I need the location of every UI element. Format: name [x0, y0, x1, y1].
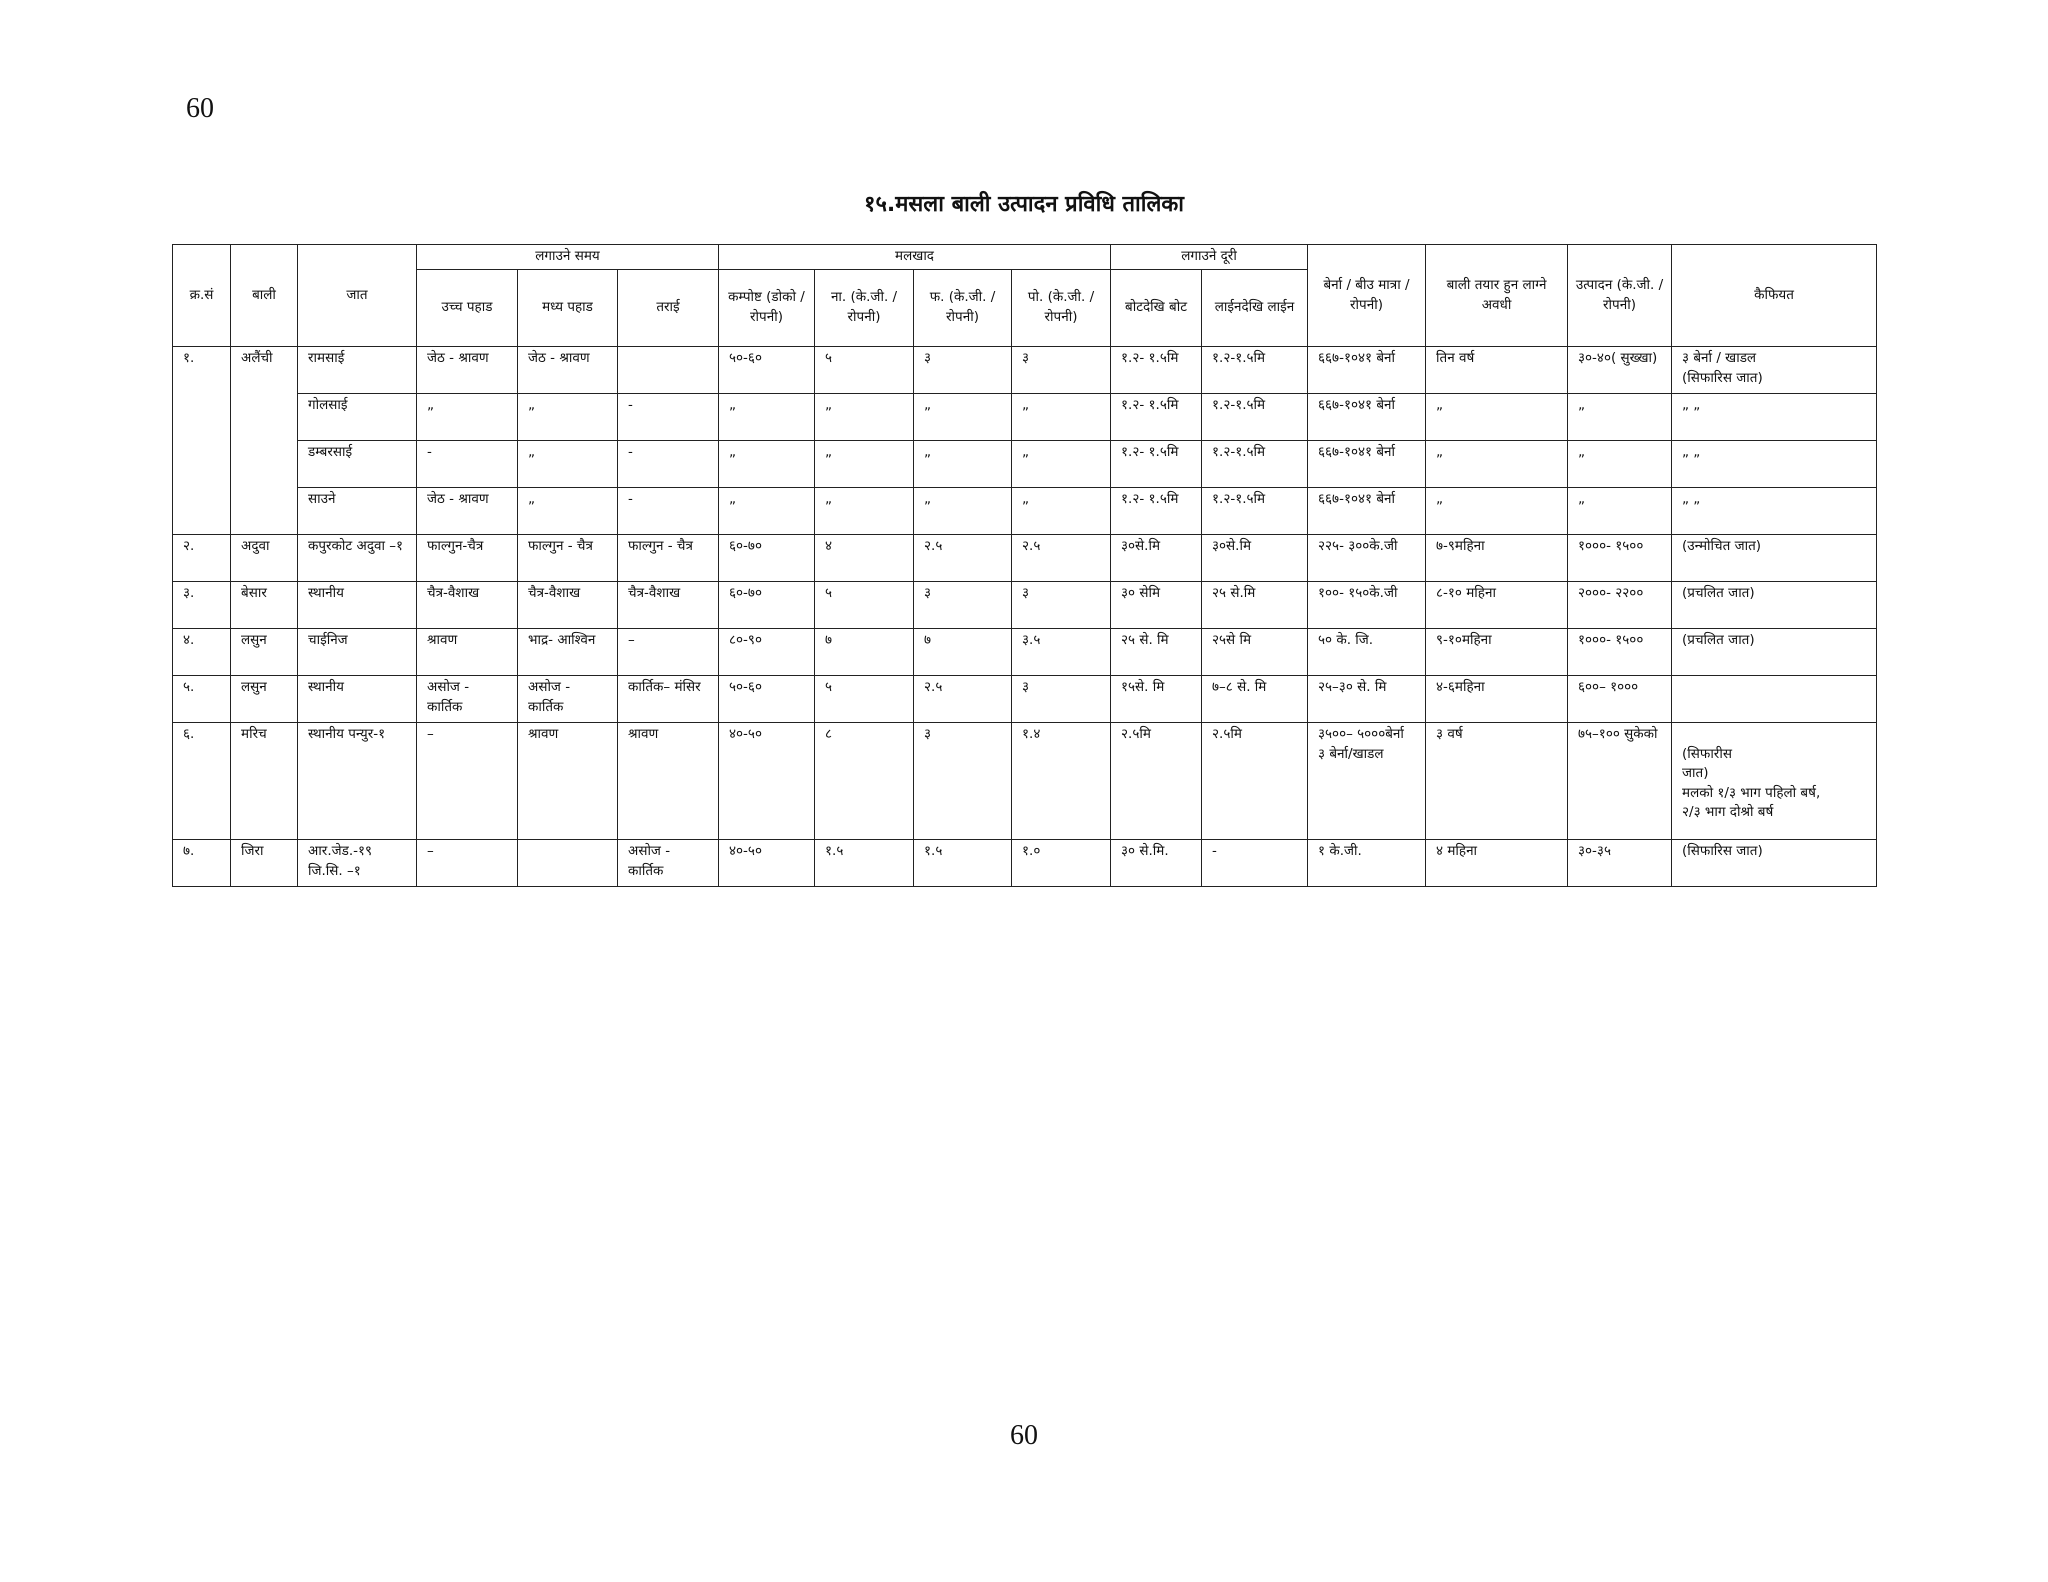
cell-phosphorus: २.५	[914, 535, 1012, 582]
cell-line-to-line: १.२-१.५मि	[1202, 394, 1308, 441]
cell-line-to-line: २५ से.मि	[1202, 582, 1308, 629]
cell-remarks: „ „	[1672, 394, 1877, 441]
cell-mid-hill: चैत्र-वैशाख	[518, 582, 618, 629]
cell-phosphorus: ३	[914, 347, 1012, 394]
spice-crop-table	[172, 244, 1877, 887]
table-row	[173, 535, 1877, 582]
cell-maturity: ९-१०महिना	[1426, 629, 1568, 676]
cell-compost: ५०-६०	[719, 676, 815, 723]
cell-mid-hill: „	[518, 394, 618, 441]
cell-crop: मरिच	[231, 723, 298, 840]
cell-nitrogen: ५	[815, 347, 914, 394]
cell-remarks: (प्रचलित जात)	[1672, 582, 1877, 629]
header-seed-rate: बेर्ना / बीउ मात्रा /रोपनी)	[1308, 245, 1426, 347]
cell-mid-hill: जेठ - श्रावण	[518, 347, 618, 394]
cell-variety: गोलसाई	[298, 394, 417, 441]
cell-terai: असोज - कार्तिक	[618, 840, 719, 887]
cell-terai: –	[618, 629, 719, 676]
cell-remarks: „ „	[1672, 441, 1877, 488]
cell-mid-hill: श्रावण	[518, 723, 618, 840]
cell-terai: श्रावण	[618, 723, 719, 840]
cell-terai	[618, 347, 719, 394]
cell-variety: स्थानीय	[298, 676, 417, 723]
cell-terai: चैत्र-वैशाख	[618, 582, 719, 629]
header-high-hill: उच्च पहाड	[417, 270, 518, 347]
cell-compost: ५०-६०	[719, 347, 815, 394]
header-phosphorus: फ. (के.जी. /रोपनी)	[914, 270, 1012, 347]
cell-phosphorus: „	[914, 394, 1012, 441]
cell-compost: ४०-५०	[719, 840, 815, 887]
cell-phosphorus: „	[914, 441, 1012, 488]
cell-plant-to-plant: ३०से.मि	[1111, 535, 1202, 582]
cell-phosphorus: १.५	[914, 840, 1012, 887]
cell-compost: „	[719, 441, 815, 488]
cell-plant-to-plant: २.५मि	[1111, 723, 1202, 840]
cell-mid-hill: फाल्गुन - चैत्र	[518, 535, 618, 582]
cell-nitrogen: ८	[815, 723, 914, 840]
cell-potash: „	[1012, 488, 1111, 535]
cell-terai: कार्तिक– मंसिर	[618, 676, 719, 723]
cell-maturity: ७-९महिना	[1426, 535, 1568, 582]
cell-variety: डम्बरसाई	[298, 441, 417, 488]
cell-seed-rate: ६६७-१०४१ बेर्ना	[1308, 347, 1426, 394]
cell-nitrogen: ७	[815, 629, 914, 676]
cell-nitrogen: ५	[815, 676, 914, 723]
cell-remarks: (सिफारिस जात)	[1672, 840, 1877, 887]
cell-crop: बेसार	[231, 582, 298, 629]
cell-maturity: ८-१० महिना	[1426, 582, 1568, 629]
page-number-top: 60	[186, 93, 214, 124]
header-planting-time: लगाउने समय	[417, 245, 719, 270]
cell-nitrogen: ४	[815, 535, 914, 582]
table-row	[173, 347, 1877, 394]
header-mid-hill: मध्य पहाड	[518, 270, 618, 347]
cell-seed-rate: ६६७-१०४१ बेर्ना	[1308, 488, 1426, 535]
table-row	[173, 676, 1877, 723]
cell-high-hill: जेठ - श्रावण	[417, 488, 518, 535]
cell-potash: ३	[1012, 347, 1111, 394]
cell-remarks: (सिफारीस जात) मलको १/३ भाग पहिलो बर्ष, २/३ भाग दोश्रो बर्ष	[1672, 723, 1877, 840]
cell-phosphorus: „	[914, 488, 1012, 535]
cell-crop: अदुवा	[231, 535, 298, 582]
cell-remarks: ३ बेर्ना / खाडल (सिफारिस जात)	[1672, 347, 1877, 394]
cell-potash: ३	[1012, 676, 1111, 723]
cell-yield: „	[1568, 394, 1672, 441]
cell-nitrogen: „	[815, 488, 914, 535]
cell-variety: रामसाई	[298, 347, 417, 394]
cell-seed-rate: ६६७-१०४१ बेर्ना	[1308, 394, 1426, 441]
table-row	[173, 394, 1877, 441]
cell-phosphorus: ३	[914, 723, 1012, 840]
cell-plant-to-plant: १५से. मि	[1111, 676, 1202, 723]
cell-plant-to-plant: १.२- १.५मि	[1111, 488, 1202, 535]
cell-high-hill: जेठ - श्रावण	[417, 347, 518, 394]
cell-yield: „	[1568, 441, 1672, 488]
cell-potash: १.४	[1012, 723, 1111, 840]
header-sn: क्र.सं	[173, 245, 231, 347]
header-compost: कम्पोष्ट (डोको /रोपनी)	[719, 270, 815, 347]
cell-high-hill: श्रावण	[417, 629, 518, 676]
cell-variety: साउने	[298, 488, 417, 535]
header-plant-to-plant: बोटदेखि बोट	[1111, 270, 1202, 347]
cell-line-to-line: -	[1202, 840, 1308, 887]
cell-potash: ३.५	[1012, 629, 1111, 676]
cell-maturity: ४ महिना	[1426, 840, 1568, 887]
cell-plant-to-plant: २५ से. मि	[1111, 629, 1202, 676]
cell-terai: -	[618, 441, 719, 488]
cell-mid-hill: भाद्र- आश्विन	[518, 629, 618, 676]
cell-seed-rate: ६६७-१०४१ बेर्ना	[1308, 441, 1426, 488]
cell-line-to-line: ३०से.मि	[1202, 535, 1308, 582]
table-row	[173, 441, 1877, 488]
cell-sn: २.	[173, 535, 231, 582]
cell-compost: ६०-७०	[719, 582, 815, 629]
cell-mid-hill: „	[518, 441, 618, 488]
cell-phosphorus: ३	[914, 582, 1012, 629]
cell-compost: ८०-९०	[719, 629, 815, 676]
cell-seed-rate: १ के.जी.	[1308, 840, 1426, 887]
cell-line-to-line: १.२-१.५मि	[1202, 347, 1308, 394]
table-title: १५.मसला बाली उत्पादन प्रविधि तालिका	[864, 192, 1184, 217]
cell-variety: स्थानीय	[298, 582, 417, 629]
cell-yield: ३०-४०( सुख्खा)	[1568, 347, 1672, 394]
cell-terai: -	[618, 394, 719, 441]
cell-crop: लसुन	[231, 676, 298, 723]
cell-sn: ७.	[173, 840, 231, 887]
cell-remarks	[1672, 676, 1877, 723]
header-manure: मलखाद	[719, 245, 1111, 270]
cell-crop: लसुन	[231, 629, 298, 676]
page-number-bottom: 60	[1010, 1420, 1038, 1451]
cell-high-hill: चैत्र-वैशाख	[417, 582, 518, 629]
table-row	[173, 840, 1877, 887]
header-line-to-line: लाईनदेखि लाईन	[1202, 270, 1308, 347]
cell-seed-rate: ३५००– ५०००बेर्ना ३ बेर्ना/खाडल	[1308, 723, 1426, 840]
cell-seed-rate: १००- १५०के.जी	[1308, 582, 1426, 629]
cell-seed-rate: २२५- ३००के.जी	[1308, 535, 1426, 582]
cell-line-to-line: २५से मि	[1202, 629, 1308, 676]
header-maturity: बाली तयार हुन लाग्ने अवधी	[1426, 245, 1568, 347]
cell-line-to-line: १.२-१.५मि	[1202, 488, 1308, 535]
cell-sn: १.	[173, 347, 231, 535]
cell-phosphorus: २.५	[914, 676, 1012, 723]
cell-nitrogen: „	[815, 441, 914, 488]
cell-high-hill: –	[417, 840, 518, 887]
cell-high-hill: „	[417, 394, 518, 441]
header-potash: पो. (के.जी. /रोपनी)	[1012, 270, 1111, 347]
cell-maturity: „	[1426, 441, 1568, 488]
cell-variety: चाईनिज	[298, 629, 417, 676]
cell-seed-rate: ५० के. जि.	[1308, 629, 1426, 676]
cell-line-to-line: १.२-१.५मि	[1202, 441, 1308, 488]
table-row	[173, 488, 1877, 535]
cell-high-hill: असोज - कार्तिक	[417, 676, 518, 723]
cell-nitrogen: ५	[815, 582, 914, 629]
cell-yield: १०००- १५००	[1568, 629, 1672, 676]
cell-line-to-line: २.५मि	[1202, 723, 1308, 840]
cell-high-hill: –	[417, 723, 518, 840]
cell-potash: १.०	[1012, 840, 1111, 887]
header-spacing: लगाउने दूरी	[1111, 245, 1308, 270]
cell-variety: कपुरकोट अदुवा –१	[298, 535, 417, 582]
header-yield: उत्पादन (के.जी. /रोपनी)	[1568, 245, 1672, 347]
cell-terai: -	[618, 488, 719, 535]
cell-compost: ६०-७०	[719, 535, 815, 582]
header-nitrogen: ना. (के.जी. /रोपनी)	[815, 270, 914, 347]
cell-plant-to-plant: १.२- १.५मि	[1111, 347, 1202, 394]
cell-yield: १०००- १५००	[1568, 535, 1672, 582]
cell-crop: अलैंची	[231, 347, 298, 535]
cell-remarks: „ „	[1672, 488, 1877, 535]
cell-nitrogen: १.५	[815, 840, 914, 887]
cell-yield: ७५–१०० सुकेको	[1568, 723, 1672, 840]
cell-yield: ६००– १०००	[1568, 676, 1672, 723]
cell-potash: „	[1012, 441, 1111, 488]
header-crop: बाली	[231, 245, 298, 347]
cell-mid-hill: असोज - कार्तिक	[518, 676, 618, 723]
cell-maturity: तिन वर्ष	[1426, 347, 1568, 394]
cell-seed-rate: २५–३० से. मि	[1308, 676, 1426, 723]
table-row	[173, 723, 1877, 840]
cell-mid-hill	[518, 840, 618, 887]
cell-high-hill: फाल्गुन-चैत्र	[417, 535, 518, 582]
cell-compost: „	[719, 394, 815, 441]
cell-sn: ६.	[173, 723, 231, 840]
cell-variety: आर.जेड.-१९ जि.सि. –१	[298, 840, 417, 887]
cell-yield: „	[1568, 488, 1672, 535]
cell-potash: ३	[1012, 582, 1111, 629]
cell-line-to-line: ७–८ से. मि	[1202, 676, 1308, 723]
table-row	[173, 582, 1877, 629]
cell-yield: २०००- २२००	[1568, 582, 1672, 629]
cell-crop: जिरा	[231, 840, 298, 887]
cell-yield: ३०-३५	[1568, 840, 1672, 887]
cell-plant-to-plant: ३० सेमि	[1111, 582, 1202, 629]
header-variety: जात	[298, 245, 417, 347]
header-terai: तराई	[618, 270, 719, 347]
cell-remarks: (प्रचलित जात)	[1672, 629, 1877, 676]
cell-maturity: ३ वर्ष	[1426, 723, 1568, 840]
cell-maturity: ४-६महिना	[1426, 676, 1568, 723]
cell-plant-to-plant: ३० से.मि.	[1111, 840, 1202, 887]
cell-plant-to-plant: १.२- १.५मि	[1111, 394, 1202, 441]
cell-mid-hill: „	[518, 488, 618, 535]
cell-maturity: „	[1426, 394, 1568, 441]
cell-variety: स्थानीय पन्युर-१	[298, 723, 417, 840]
table-row	[173, 629, 1877, 676]
cell-nitrogen: „	[815, 394, 914, 441]
cell-remarks: (उन्मोचित जात)	[1672, 535, 1877, 582]
cell-phosphorus: ७	[914, 629, 1012, 676]
cell-potash: „	[1012, 394, 1111, 441]
cell-terai: फाल्गुन - चैत्र	[618, 535, 719, 582]
cell-high-hill: -	[417, 441, 518, 488]
cell-compost: „	[719, 488, 815, 535]
cell-sn: ३.	[173, 582, 231, 629]
cell-plant-to-plant: १.२- १.५मि	[1111, 441, 1202, 488]
cell-compost: ४०-५०	[719, 723, 815, 840]
header-remarks: कैफियत	[1672, 245, 1877, 347]
cell-sn: ५.	[173, 676, 231, 723]
cell-potash: २.५	[1012, 535, 1111, 582]
cell-maturity: „	[1426, 488, 1568, 535]
cell-sn: ४.	[173, 629, 231, 676]
